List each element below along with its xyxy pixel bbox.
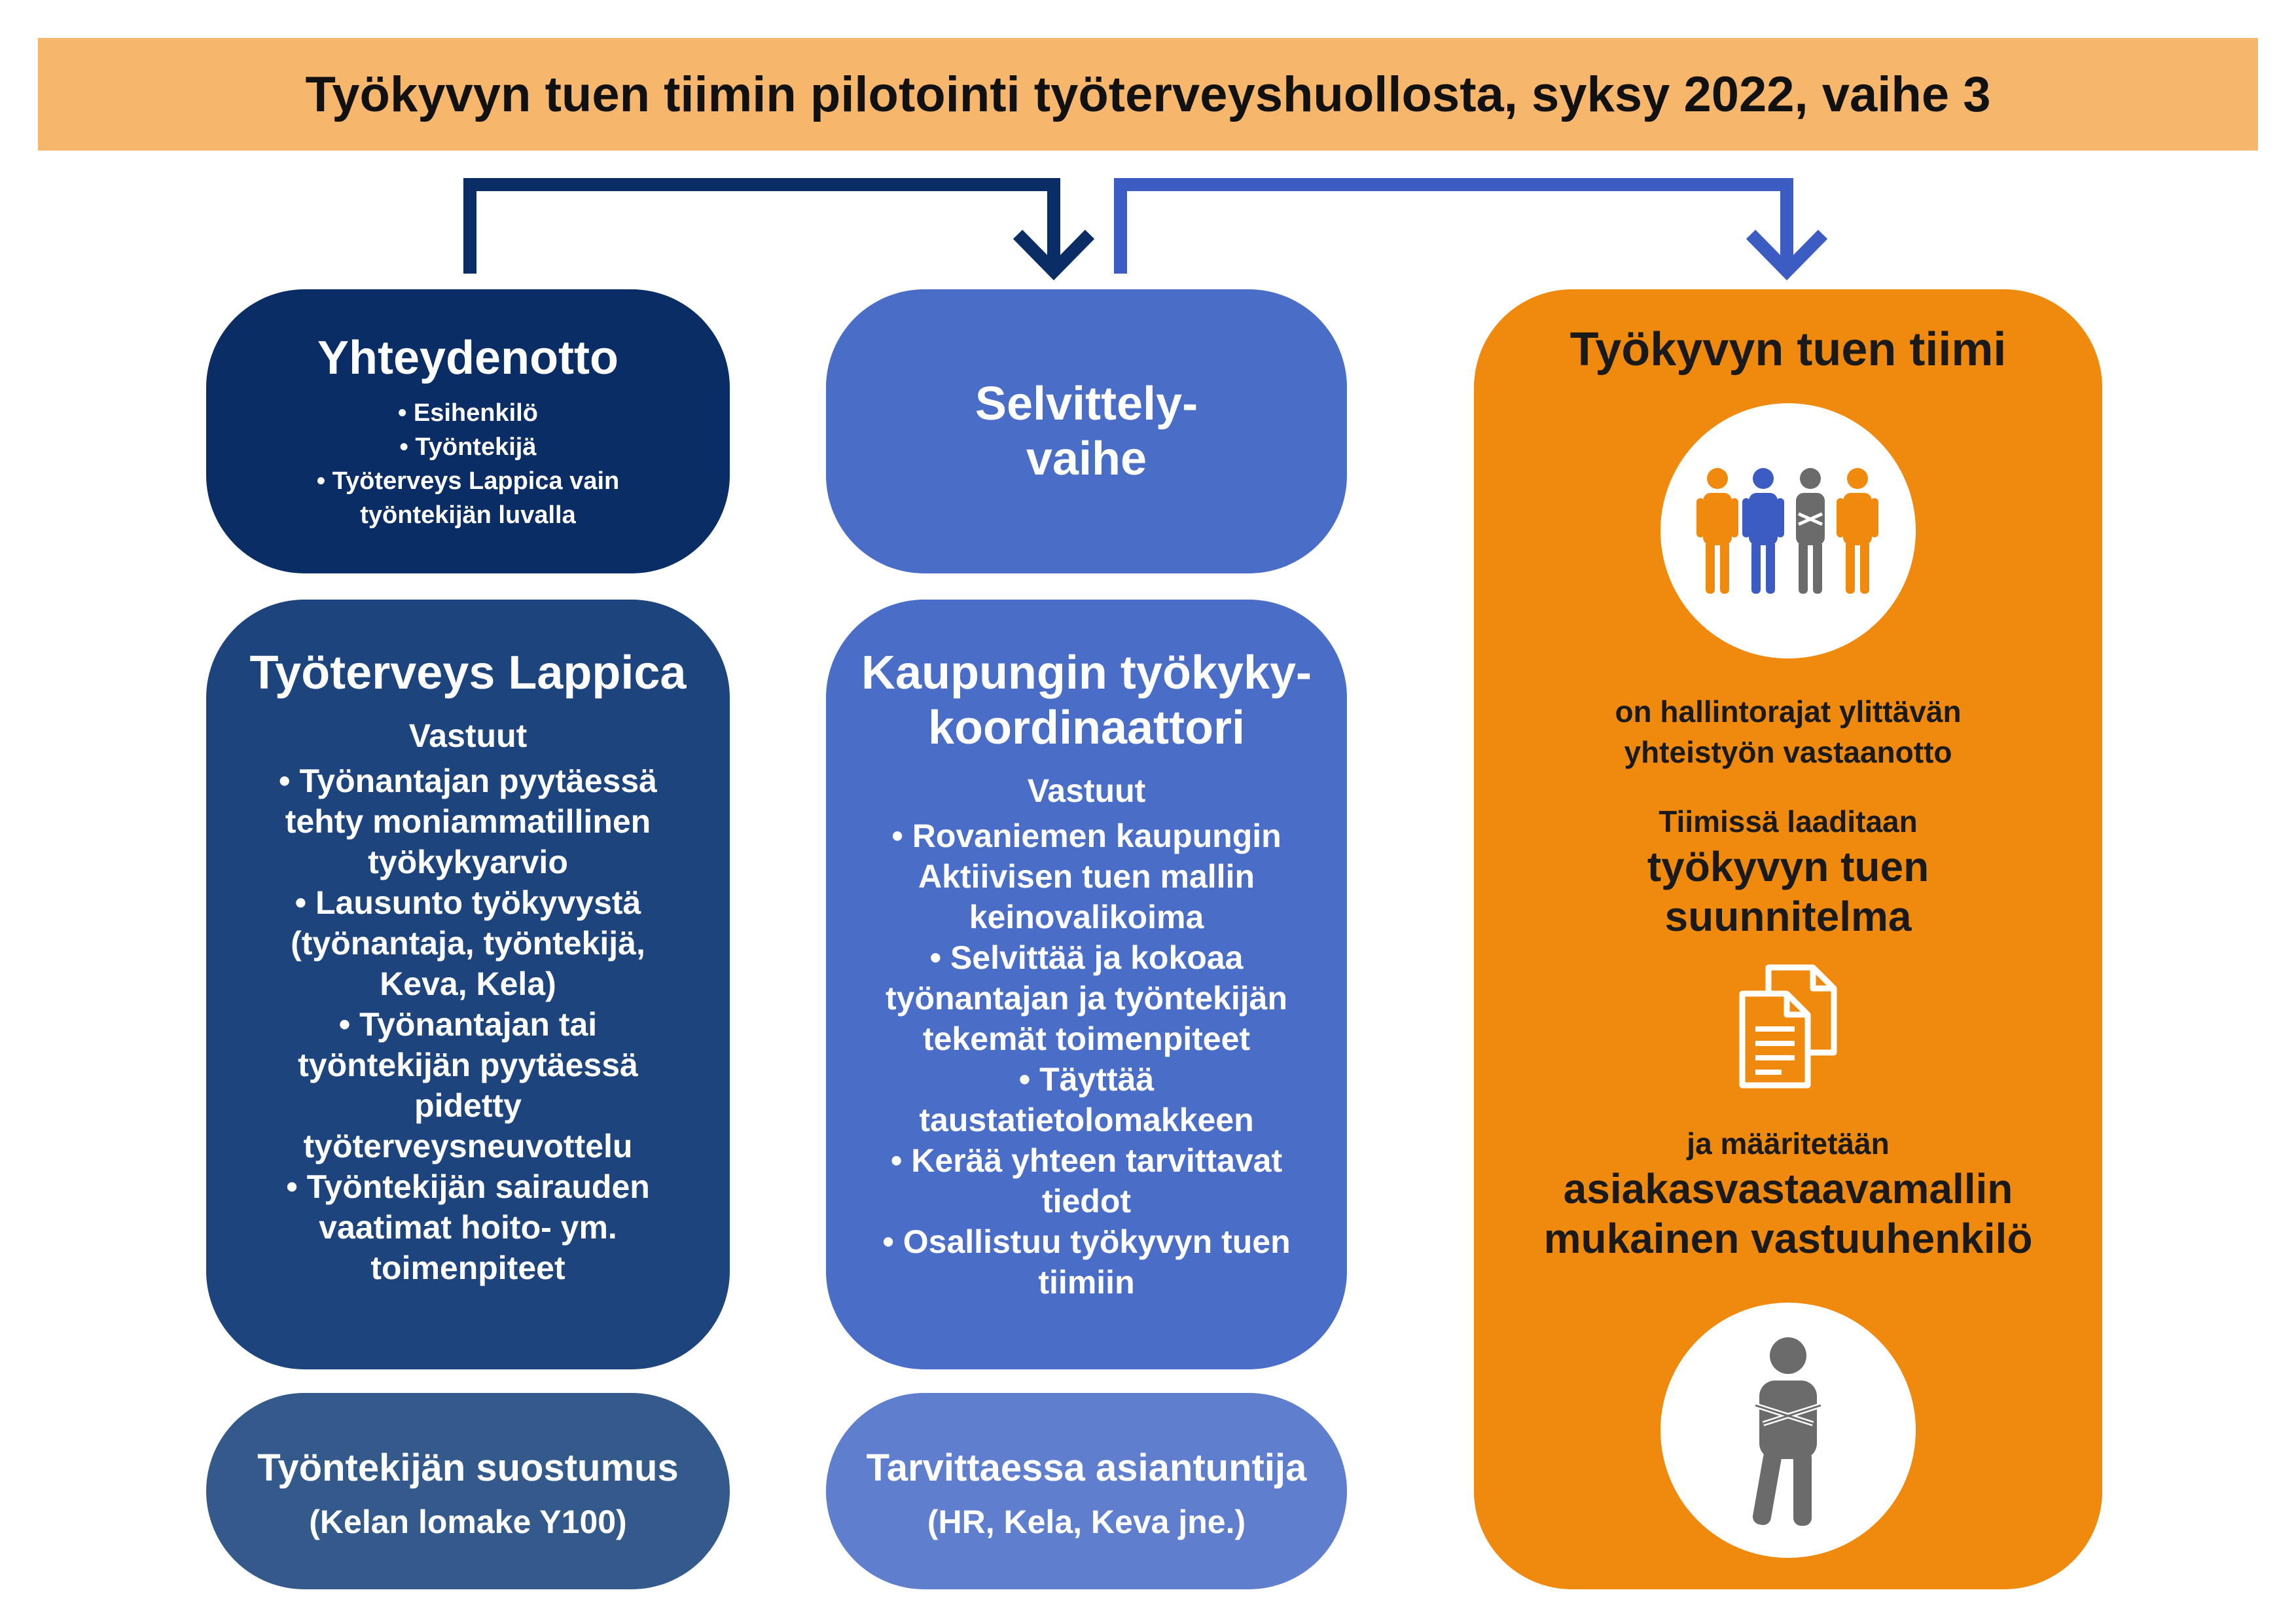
tyokykykoordinaattori-box: [826, 600, 1347, 1369]
list-line: Keva, Kela): [380, 965, 556, 1002]
list-line: tiimiin: [1038, 1264, 1135, 1301]
suostumus-subtitle: (Kelan lomake Y100): [309, 1504, 627, 1540]
list-line: työntekijän pyytäessä: [298, 1047, 638, 1083]
list-line: tiedot: [1041, 1183, 1132, 1219]
list-item: työntekijän luvalla: [360, 501, 576, 529]
asiantuntija-title: Tarvittaessa asiantuntija: [866, 1447, 1307, 1489]
list-line: työterveysneuvottelu: [303, 1128, 633, 1164]
person-icon-circle: [1660, 1303, 1916, 1558]
selvittelyvaihe-title: Selvittely- vaihe: [975, 378, 1198, 485]
tiimi-description: on hallintorajat ylittävän yhteistyön vastaanotto: [1615, 695, 1962, 769]
list-item: • Työntekijä: [399, 433, 537, 461]
list-line: (työnantaja, työntekijä,: [291, 925, 645, 962]
person-icon: [1736, 1332, 1840, 1528]
suostumus-title: Työntekijän suostumus: [257, 1447, 679, 1489]
list-line: taustatietolomakkeen: [919, 1102, 1254, 1138]
list-item: • Työterveys Lappica vain: [316, 467, 620, 495]
list-line: keinovalikoima: [969, 899, 1204, 935]
list-line: työkykyarvio: [368, 844, 568, 880]
yhteydenotto-list: [317, 396, 619, 532]
team-icon-circle: [1660, 403, 1916, 659]
list-line: • Osallistuu työkyvyn tuen: [882, 1223, 1291, 1260]
tyoterveys-lappica-box: [206, 600, 730, 1369]
tyoterveys-lappica-title: Työterveys Lappica: [249, 647, 687, 699]
maaritetaan: ja määritetään: [1687, 1127, 1890, 1161]
tiimi-title: Työkyvyn tuen tiimi: [1570, 323, 2007, 376]
documents-icon: [1736, 961, 1840, 1092]
suunnitelma-heading: työkyvyn tuen suunnitelma: [1647, 843, 1929, 940]
responsibility-list: [253, 761, 683, 1288]
vastuut-heading: Vastuut: [408, 717, 528, 754]
list-line: tehty moniammatillinen: [285, 803, 651, 840]
list-line: • Rovaniemen kaupungin: [891, 818, 1282, 854]
yhteydenotto-title: Yhteydenotto: [317, 332, 619, 384]
list-line: • Työnantajan tai: [338, 1006, 598, 1043]
suostumus-box: [206, 1393, 730, 1589]
responsibility-list: [856, 816, 1316, 1303]
asiantuntija-box: [826, 1393, 1347, 1589]
arrow-to-tiimi: [1121, 185, 1787, 274]
list-line: tekemät toimenpiteet: [922, 1020, 1251, 1057]
tyokykykoordinaattori-title: Kaupungin työkyky- koordinaattori: [861, 647, 1312, 754]
asiantuntija-subtitle: (HR, Kela, Keva jne.): [927, 1504, 1246, 1540]
list-line: pidetty: [414, 1087, 522, 1124]
yhteydenotto-box: [206, 289, 730, 573]
list-line: • Työntekijän sairauden: [286, 1168, 650, 1205]
list-line: vaatimat hoito- ym.: [319, 1209, 617, 1246]
list-line: • Selvittää ja kokoaa: [929, 939, 1244, 976]
list-item: • Esihenkilö: [398, 399, 538, 427]
selvittelyvaihe-box: [826, 289, 1347, 573]
list-line: toimenpiteet: [370, 1250, 565, 1286]
tiimissa-laaditaan: Tiimissä laaditaan: [1659, 804, 1918, 839]
list-line: työnantajan ja työntekijän: [885, 980, 1287, 1017]
list-line: • Lausunto työkyvystä: [295, 884, 641, 921]
list-line: • Täyttää: [1018, 1061, 1155, 1098]
list-line: • Kerää yhteen tarvittavat: [890, 1142, 1283, 1179]
team-icon: [1690, 459, 1886, 603]
list-line: Aktiivisen tuen mallin: [918, 858, 1255, 895]
tyokyvyn-tuen-tiimi-box: [1474, 289, 2102, 1589]
page-title: Työkyvyn tuen tiimin pilotointi työterveyshuollosta, syksy 2022, vaihe 3: [305, 66, 1991, 122]
vastuuhenkilo-heading: asiakasvastaavamallin mukainen vastuuhenkilö: [1543, 1165, 2033, 1262]
list-line: • Työnantajan pyytäessä: [279, 763, 657, 799]
arrow-to-selvittely: [470, 185, 1054, 274]
vastuut-heading: Vastuut: [1027, 772, 1146, 809]
